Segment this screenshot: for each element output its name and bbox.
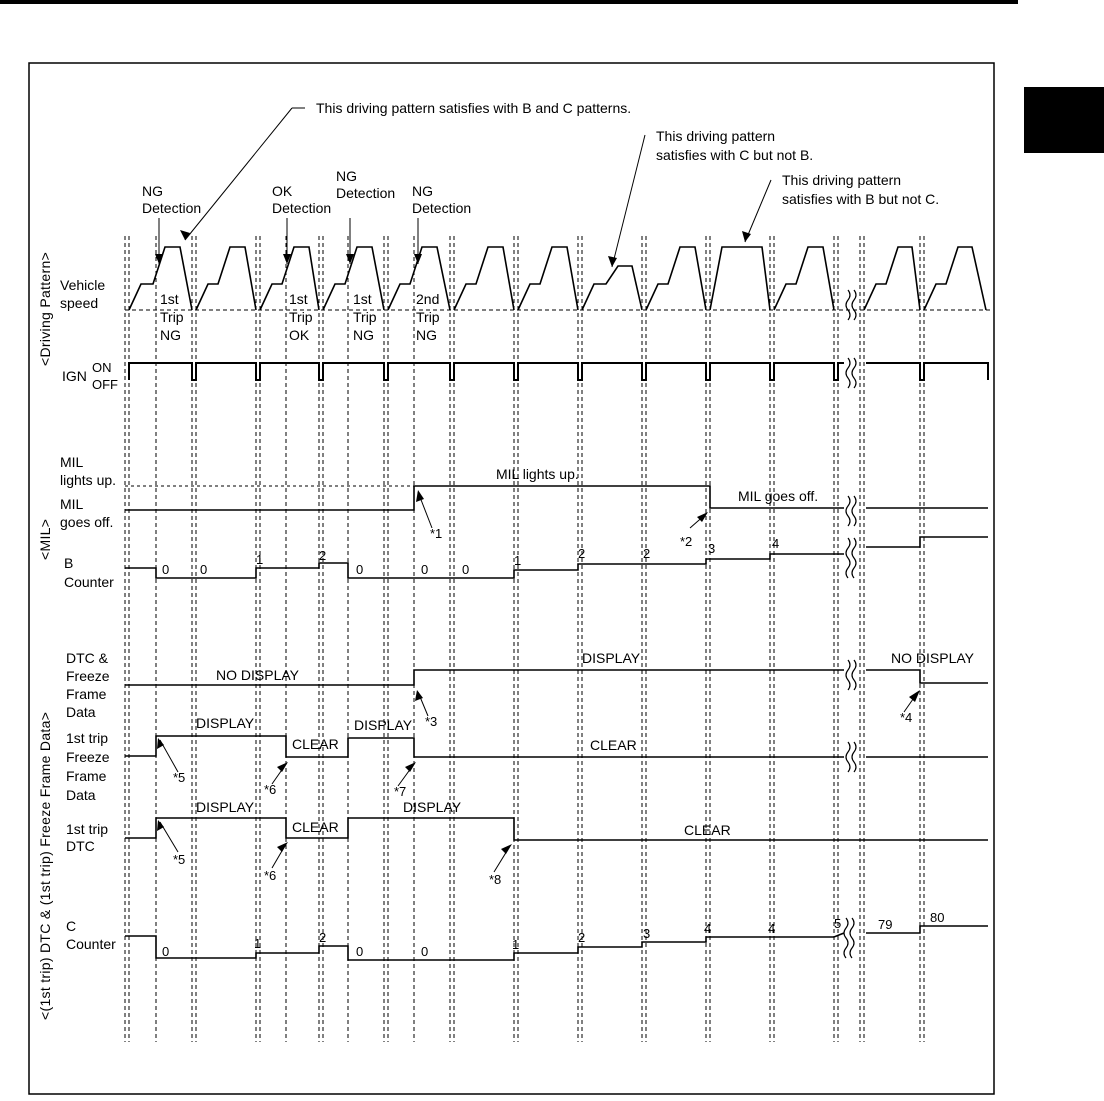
row-trip-ff-2: Freeze [66,749,110,765]
state-ff-display-2: DISPLAY [354,717,413,733]
b-counter-value: 0 [162,562,170,577]
row-c-counter-2: Counter [66,936,116,952]
c-counter-value: 1 [512,937,520,952]
b-counter-value: 1 [256,552,264,567]
row-trip-dtc-1: 1st trip [66,821,109,837]
b-counter-value: 0 [356,562,364,577]
note-b-not-c-line1: This driving pattern [782,172,902,188]
row-dtc-ff-4: Data [66,704,96,720]
time-break-marks [844,290,856,958]
trip-label-2-b: Trip [289,309,313,325]
b-counter-value: 2 [643,546,651,561]
state-mil-lights-up: MIL lights up. [496,466,579,482]
marker-5b: *5 [173,852,186,867]
row-b-counter-2: Counter [64,574,114,590]
vehicle-speed-waveform [129,247,986,310]
b-counter-value: 3 [708,541,716,556]
row-ign: IGN [62,368,87,384]
c-counter-value: 5 [834,916,842,931]
c-counter-value: 4 [704,921,712,936]
c-counter-value: 0 [421,944,429,959]
b-counter-value: 2 [578,546,586,561]
trip-label-1-a: 1st [160,291,179,307]
marker-2: *2 [680,534,693,549]
trip-label-3-c: NG [353,327,374,343]
state-display: DISPLAY [582,650,641,666]
row-mil-off-2: goes off. [60,514,114,530]
page-header-rule [0,0,1018,4]
note-b-not-c-line2: satisfies with B but not C. [782,191,940,207]
trip-label-2-a: 1st [289,291,308,307]
row-ign-off: OFF [92,377,118,392]
c-counter-value: 79 [878,917,893,932]
ng-detection-3-a: NG [412,183,433,199]
c-counter-value: 4 [768,921,776,936]
marker-5a: *5 [173,770,186,785]
note-b-and-c-patterns: This driving pattern satisfies with B and C patterns. [316,100,632,116]
row-dtc-ff-1: DTC & [66,650,108,666]
row-mil-off-1: MIL [60,496,84,512]
marker-4: *4 [900,710,913,725]
ok-detection-a: OK [272,183,293,199]
ng-detection-2-a: NG [336,168,357,184]
trip-ffd-waveform [125,736,988,757]
trip-boundary-lines [125,236,924,1042]
callout-arrowheads [155,230,920,854]
marker-3: *3 [425,714,438,729]
state-dtc-clear-2: CLEAR [684,822,731,838]
marker-1: *1 [430,526,443,541]
row-trip-dtc-2: DTC [66,838,95,854]
row-trip-ff-4: Data [66,787,96,803]
trip-label-4-c: NG [416,327,437,343]
marker-6b: *6 [264,868,277,883]
trip-label-1-b: Trip [160,309,184,325]
row-ign-on: ON [92,360,112,375]
state-dtc-clear-1: CLEAR [292,819,339,835]
state-dtc-display-2: DISPLAY [403,799,462,815]
b-counter-value: 0 [200,562,208,577]
c-counter-value: 0 [162,944,170,959]
trip-label-2-c: OK [289,327,310,343]
state-no-display-2: NO DISPLAY [891,650,974,666]
c-counter-value: 0 [356,944,364,959]
state-ff-display-1: DISPLAY [196,715,255,731]
row-dtc-ff-3: Frame [66,686,107,702]
row-c-counter-1: C [66,918,77,934]
marker-7: *7 [394,784,407,799]
b-counter-value: 0 [421,562,429,577]
mil-waveform [125,486,988,510]
trip-dtc-waveform [125,818,988,840]
section-dtc: <(1st trip) DTC & (1st trip) Freeze Frame Data> [37,711,53,1020]
state-no-display: NO DISPLAY [216,667,299,683]
b-counter-value: 4 [772,536,780,551]
b-counter-waveform [125,537,988,578]
row-speed: speed [60,295,99,311]
c-counter-value: 2 [578,930,586,945]
c-counter-value: 1 [254,936,262,951]
trip-label-1-c: NG [160,327,181,343]
marker-6a: *6 [264,782,277,797]
c-counter-value: 2 [319,930,327,945]
trip-label-4-b: Trip [416,309,440,325]
row-dtc-ff-2: Freeze [66,668,110,684]
ok-detection-b: Detection [272,200,332,216]
state-mil-goes-off: MIL goes off. [738,488,819,504]
row-trip-ff-3: Frame [66,768,107,784]
trip-label-3-a: 1st [353,291,372,307]
section-mil: <MIL> [37,518,53,560]
c-counter-value: 3 [643,926,651,941]
section-driving-pattern: <Driving Pattern> [37,251,53,366]
note-c-not-b-line2: satisfies with C but not B. [656,147,814,163]
state-dtc-display-1: DISPLAY [196,799,255,815]
marker-8: *8 [489,872,502,887]
row-vehicle: Vehicle [60,277,106,293]
row-trip-ff-1: 1st trip [66,730,109,746]
ign-waveform [129,363,988,380]
ng-detection-3-b: Detection [412,200,472,216]
row-mil-lights-1: MIL [60,454,84,470]
row-b-counter-1: B [64,555,74,571]
trip-label-3-b: Trip [353,309,377,325]
trip-label-4-a: 2nd [416,291,440,307]
b-counter-value: 0 [462,562,470,577]
state-ff-clear-2: CLEAR [590,737,637,753]
c-counter-value: 80 [930,910,945,925]
row-mil-lights-2: lights up. [60,472,117,488]
ng-detection-1-a: NG [142,183,163,199]
b-counter-value: 2 [319,548,327,563]
state-ff-clear-1: CLEAR [292,736,339,752]
note-c-not-b-line1: This driving pattern [656,128,776,144]
ng-detection-2-b: Detection [336,185,396,201]
b-counter-value: 1 [514,553,522,568]
section-tab [1024,87,1104,153]
ng-detection-1-b: Detection [142,200,202,216]
